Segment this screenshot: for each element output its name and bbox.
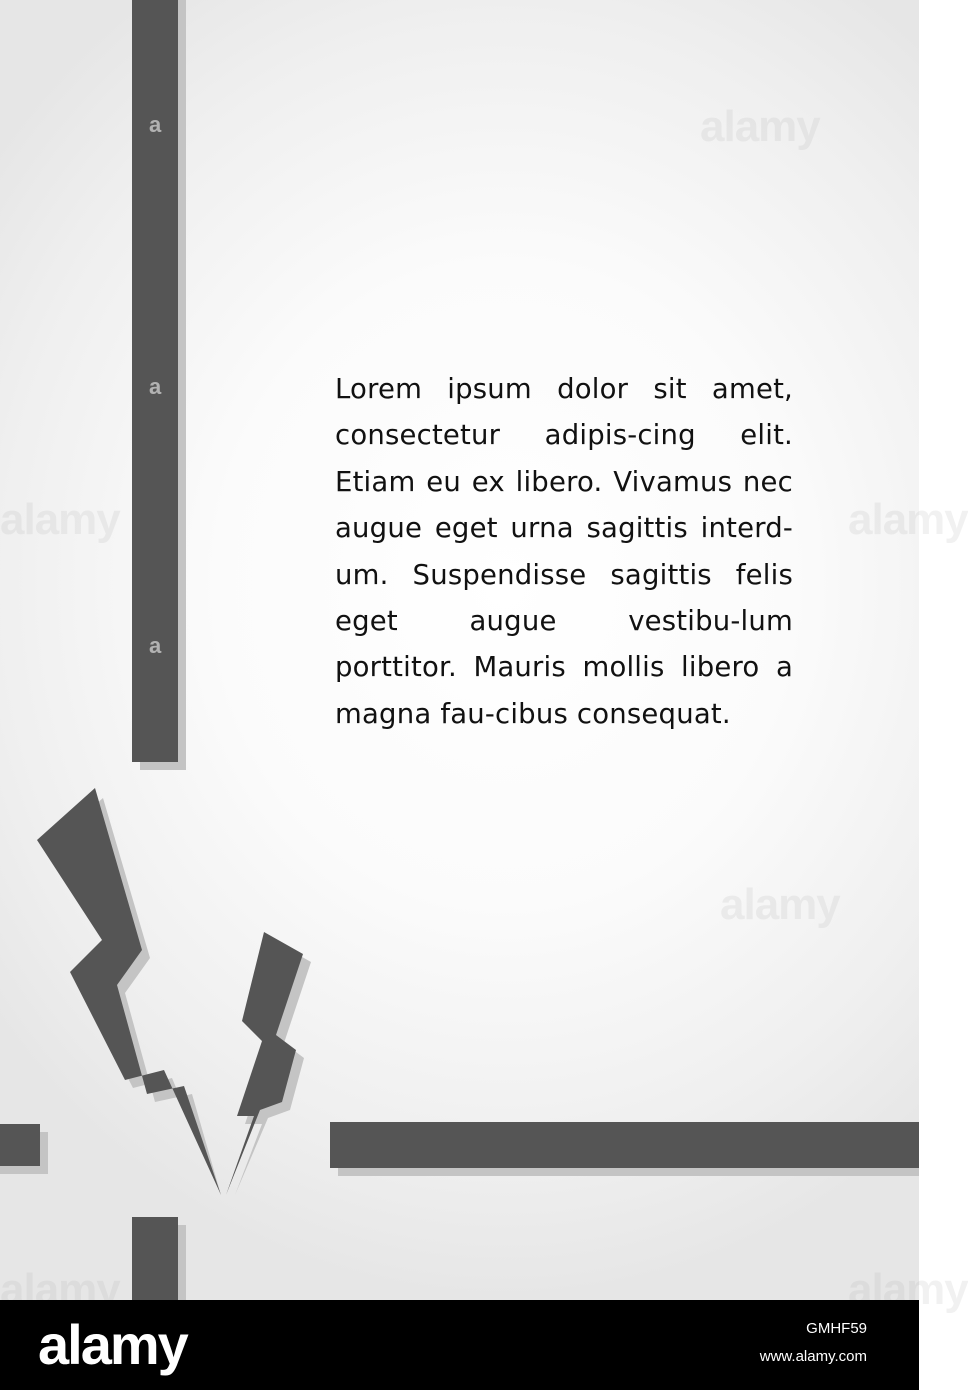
vertical-bar-top <box>132 0 178 762</box>
watermark: alamy <box>720 880 840 929</box>
bolt-left <box>37 788 221 1195</box>
horizontal-bar-right <box>330 1122 919 1168</box>
vertical-bar-bottom <box>132 1217 178 1300</box>
site-url: www.alamy.com <box>759 1348 867 1365</box>
image-id: GMHF59 <box>806 1320 867 1337</box>
watermark: alamy <box>0 495 120 544</box>
bolt-right <box>226 932 303 1195</box>
watermark: alamy <box>848 495 968 544</box>
body-text: Lorem ipsum dolor sit amet, consectetur adipis-cing elit. Etiam eu ex libero. Vivamus nec augue eget urna sagittis interd-um. Suspendisse sagittis felis eget augue vestibu-lum porttitor. Mauris mollis libero a magna fau-cibus consequat. <box>335 373 793 730</box>
watermark: alamy <box>700 102 820 151</box>
horizontal-bar-left <box>0 1124 40 1166</box>
footer-bar <box>0 1300 919 1390</box>
watermark: alamy <box>848 1265 968 1314</box>
watermark-mark: a <box>149 112 162 137</box>
watermark-mark: a <box>149 633 162 658</box>
watermark-mark: a <box>149 374 162 399</box>
watermark: alamy <box>0 1265 120 1314</box>
alamy-logo: alamy <box>38 1313 187 1376</box>
